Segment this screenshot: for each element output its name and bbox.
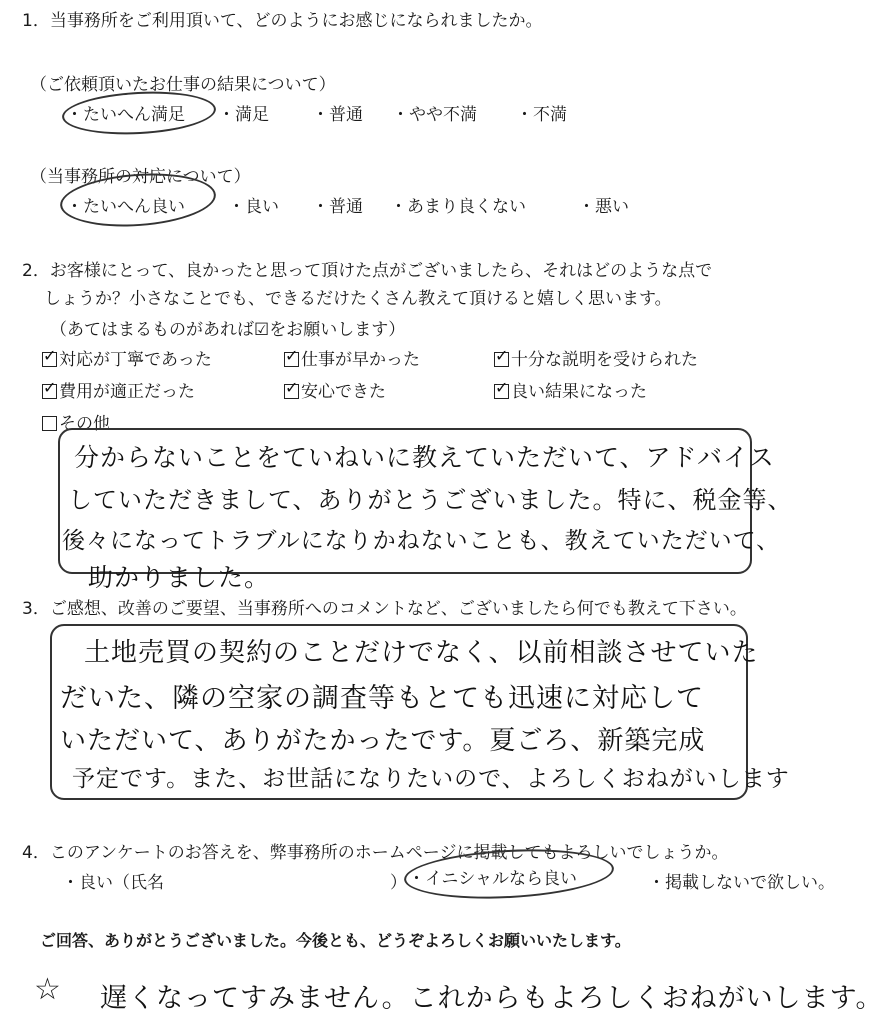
checkbox-polite[interactable]: [42, 345, 212, 370]
checkbox-label: その他: [59, 414, 110, 434]
star-icon: ☆: [34, 972, 61, 1007]
checkbox-good-result[interactable]: [494, 377, 647, 402]
q2-title-line1: 2．お客様にとって、良かったと思って頂けた点がございましたら、それはどのような点で: [22, 261, 713, 281]
checkbox-fair-fee[interactable]: [42, 377, 195, 402]
q2-answer-line-3: 後々になってトラブルになりかねないことも、教えていただいて、: [62, 528, 781, 554]
q1-sub1-option-4[interactable]: ・やや不満: [392, 105, 477, 125]
q2-instruction: （あてはまるものがあれば☑をお願いします）: [50, 320, 406, 340]
q1-sub1-selection-circle: [61, 88, 217, 138]
checkbox-explanation[interactable]: [494, 345, 698, 370]
q1-sub2-option-5[interactable]: ・悪い: [578, 197, 629, 217]
q1-sub2-option-2[interactable]: ・良い: [228, 197, 279, 217]
checkbox-label: 対応が丁寧であった: [59, 350, 212, 370]
q2-answer-line-1: 分からないことをていねいに教えていただいて、アドバイス: [74, 443, 775, 472]
checkbox-checked-icon: [284, 352, 299, 367]
checkbox-label: 十分な説明を受けられた: [511, 350, 698, 370]
checkbox-label: 仕事が早かった: [301, 350, 420, 370]
q4-title: 4．このアンケートのお答えを、弊事務所のホームページに掲載してもよろしいでしょうか。: [22, 843, 729, 863]
checkbox-checked-icon: [494, 352, 509, 367]
checkbox-fast[interactable]: [284, 345, 420, 370]
checkbox-checked-icon: [42, 384, 57, 399]
q1-sub2-option-1[interactable]: ・たいへん良い: [66, 197, 185, 217]
q1-sub1-label: （ご依頼頂いたお仕事の結果について）: [30, 75, 336, 95]
q2-answer-line-4: 助かりました。: [88, 563, 271, 592]
q1-sub1-option-1[interactable]: ・たいへん満足: [66, 105, 185, 125]
q1-sub2-option-4[interactable]: ・あまり良くない: [390, 197, 526, 217]
q2-answer-line-2: していただきまして、ありがとうございました。特に、税金等、: [68, 486, 793, 514]
q1-sub2-label: （当事務所の対応について）: [30, 167, 251, 187]
checkbox-checked-icon: [42, 352, 57, 367]
q4-option-name[interactable]: ・良い（氏名: [62, 873, 164, 893]
q1-sub1-option-2[interactable]: ・満足: [218, 105, 269, 125]
checkbox-checked-icon: [284, 384, 299, 399]
q4-option-name-close: ）: [390, 873, 407, 893]
q3-answer-line-4: 予定です。また、お世話になりたいので、よろしくおねがいします: [72, 766, 790, 792]
q1-sub1-option-5[interactable]: ・不満: [516, 105, 567, 125]
q1-sub2-option-3[interactable]: ・普通: [312, 197, 363, 217]
q3-answer-line-2: だいた、隣の空家の調査等もとても迅速に対応して: [60, 683, 704, 714]
closing-message: ご回答、ありがとうございました。今後とも、どうぞよろしくお願いいたします。: [40, 931, 631, 950]
footer-note: 遅くなってすみません。これからもよろしくおねがいします。: [100, 983, 884, 1014]
q2-title-line2: しょうか？小さなことでも、できるだけたくさん教えて頂けると嬉しく思います。: [44, 289, 672, 309]
q3-title: 3．ご感想、改善のご要望、当事務所へのコメントなど、ございましたら何でも教えて下さい。: [22, 599, 747, 619]
q3-answer-line-3: いただいて、ありがたかったです。夏ごろ、新築完成: [60, 726, 706, 756]
checkbox-label: 費用が適正だった: [59, 382, 195, 402]
q3-answer-line-1: 土地売買の契約のことだけでなく、以前相談させていた: [84, 638, 759, 668]
q1-title: 1．当事務所をご利用頂いて、どのようにお感じになられましたか。: [22, 11, 543, 31]
checkbox-label: 良い結果になった: [511, 382, 647, 402]
checkbox-label: 安心できた: [301, 382, 386, 402]
q4-option-initial[interactable]: ・イニシャルなら良い: [408, 869, 577, 889]
q4-option-no[interactable]: ・掲載しないで欲しい。: [648, 873, 835, 893]
checkbox-reassured[interactable]: [284, 377, 386, 402]
checkbox-checked-icon: [494, 384, 509, 399]
q1-sub1-option-3[interactable]: ・普通: [312, 105, 363, 125]
checkbox-empty-icon: [42, 416, 57, 431]
